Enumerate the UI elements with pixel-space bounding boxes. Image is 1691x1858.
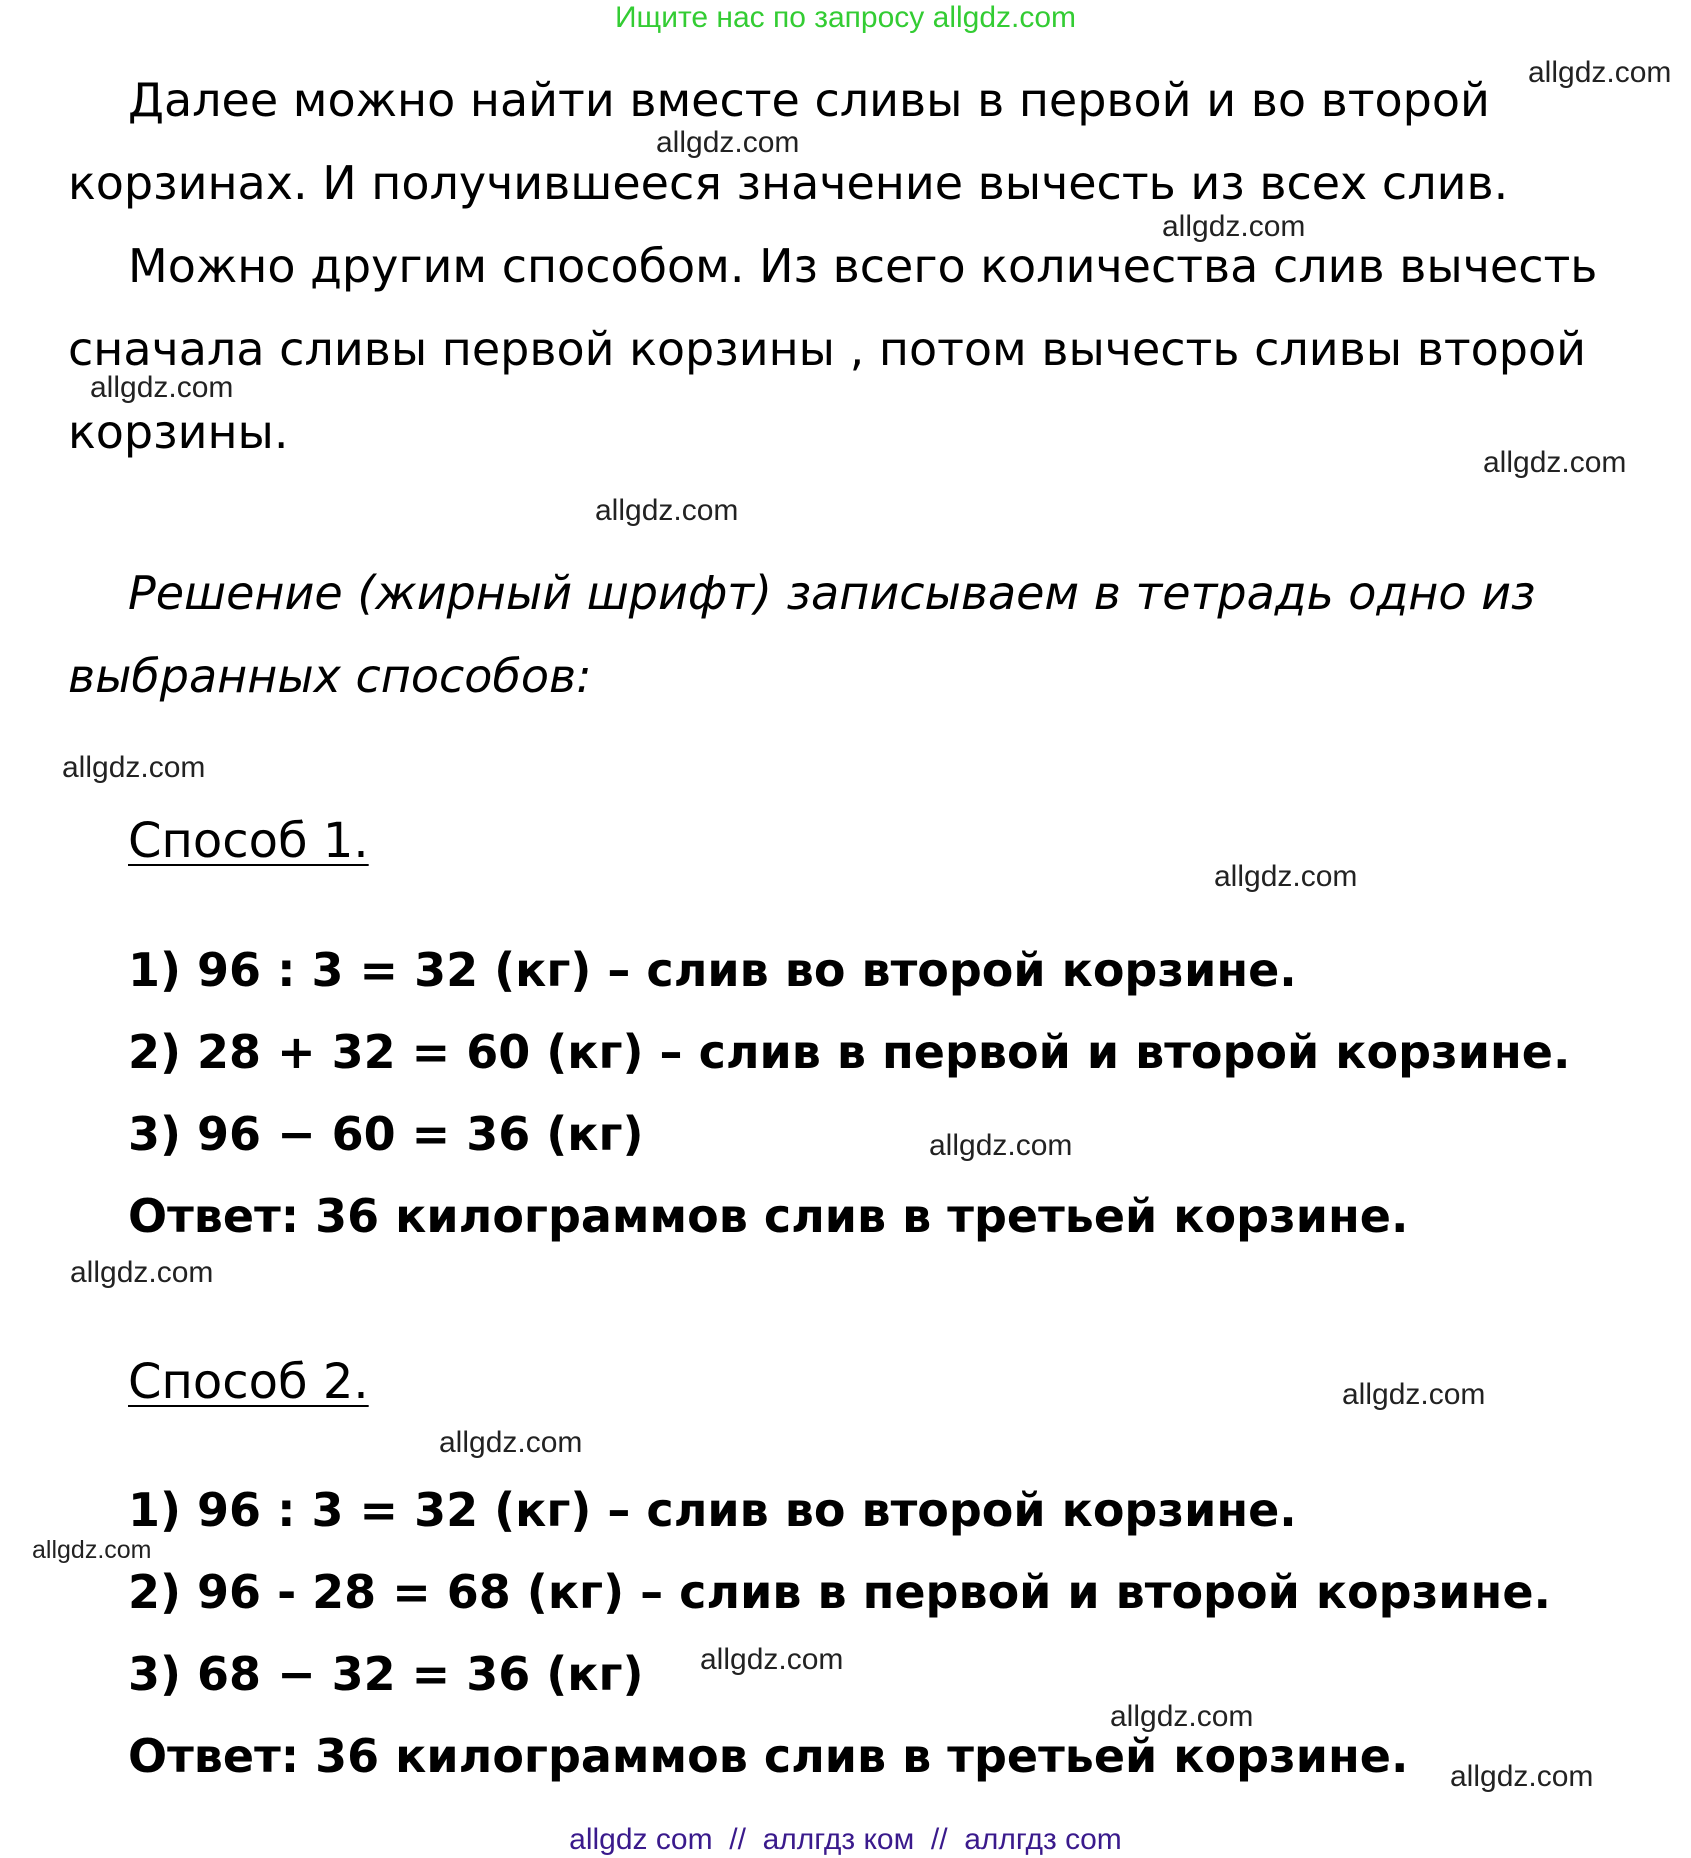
explanation-line-5: корзины. [68,405,289,459]
instruction-line-1: Решение (жирный шрифт) записываем в тетрадь одно из [128,566,1536,620]
top-banner: Ищите нас по запросу allgdz.com [614,1,1077,34]
watermark: allgdz.com [700,1643,844,1676]
method-2-title: Способ 2. [128,1354,369,1410]
watermark: allgdz.com [595,494,739,527]
explanation-line-3: Можно другим способом. Из всего количества слив вычесть [128,239,1598,293]
watermark: allgdz.com [62,751,206,784]
footer: allgdz com // аллгдз ком // аллгдз com [569,1823,1122,1856]
explanation-line-1: Далее можно найти вместе сливы в первой и во второй [128,73,1490,127]
watermark: allgdz.com [1110,1700,1254,1733]
watermark: allgdz.com [32,1536,152,1564]
watermark: allgdz.com [439,1426,583,1459]
method-1-step-3: 3) 96 − 60 = 36 (кг) [128,1107,644,1161]
watermark: allgdz.com [656,126,800,159]
method-2-step-2: 2) 96 - 28 = 68 (кг) – слив в первой и второй корзине. [128,1565,1551,1619]
watermark: allgdz.com [1483,446,1627,479]
method-1-step-1: 1) 96 : 3 = 32 (кг) – слив во второй корзине. [128,943,1297,997]
watermark: allgdz.com [1162,210,1306,243]
watermark: allgdz.com [90,371,234,404]
watermark: allgdz.com [1528,56,1672,89]
watermark: allgdz.com [1342,1378,1486,1411]
watermark: allgdz.com [70,1256,214,1289]
watermark: allgdz.com [929,1129,1073,1162]
method-2-step-3: 3) 68 − 32 = 36 (кг) [128,1647,644,1701]
explanation-line-4: сначала сливы первой корзины , потом вычесть сливы второй [68,322,1586,376]
explanation-line-2: корзинах. И получившееся значение вычесть из всех слив. [68,156,1509,210]
method-1-title: Способ 1. [128,813,369,869]
method-2-answer: Ответ: 36 килограммов слив в третьей корзине. [128,1729,1409,1783]
method-2-step-1: 1) 96 : 3 = 32 (кг) – слив во второй корзине. [128,1483,1297,1537]
method-1-answer: Ответ: 36 килограммов слив в третьей корзине. [128,1189,1409,1243]
watermark: allgdz.com [1450,1760,1594,1793]
instruction-line-2: выбранных способов: [68,649,592,703]
watermark: allgdz.com [1214,860,1358,893]
method-1-step-2: 2) 28 + 32 = 60 (кг) – слив в первой и второй корзине. [128,1025,1571,1079]
